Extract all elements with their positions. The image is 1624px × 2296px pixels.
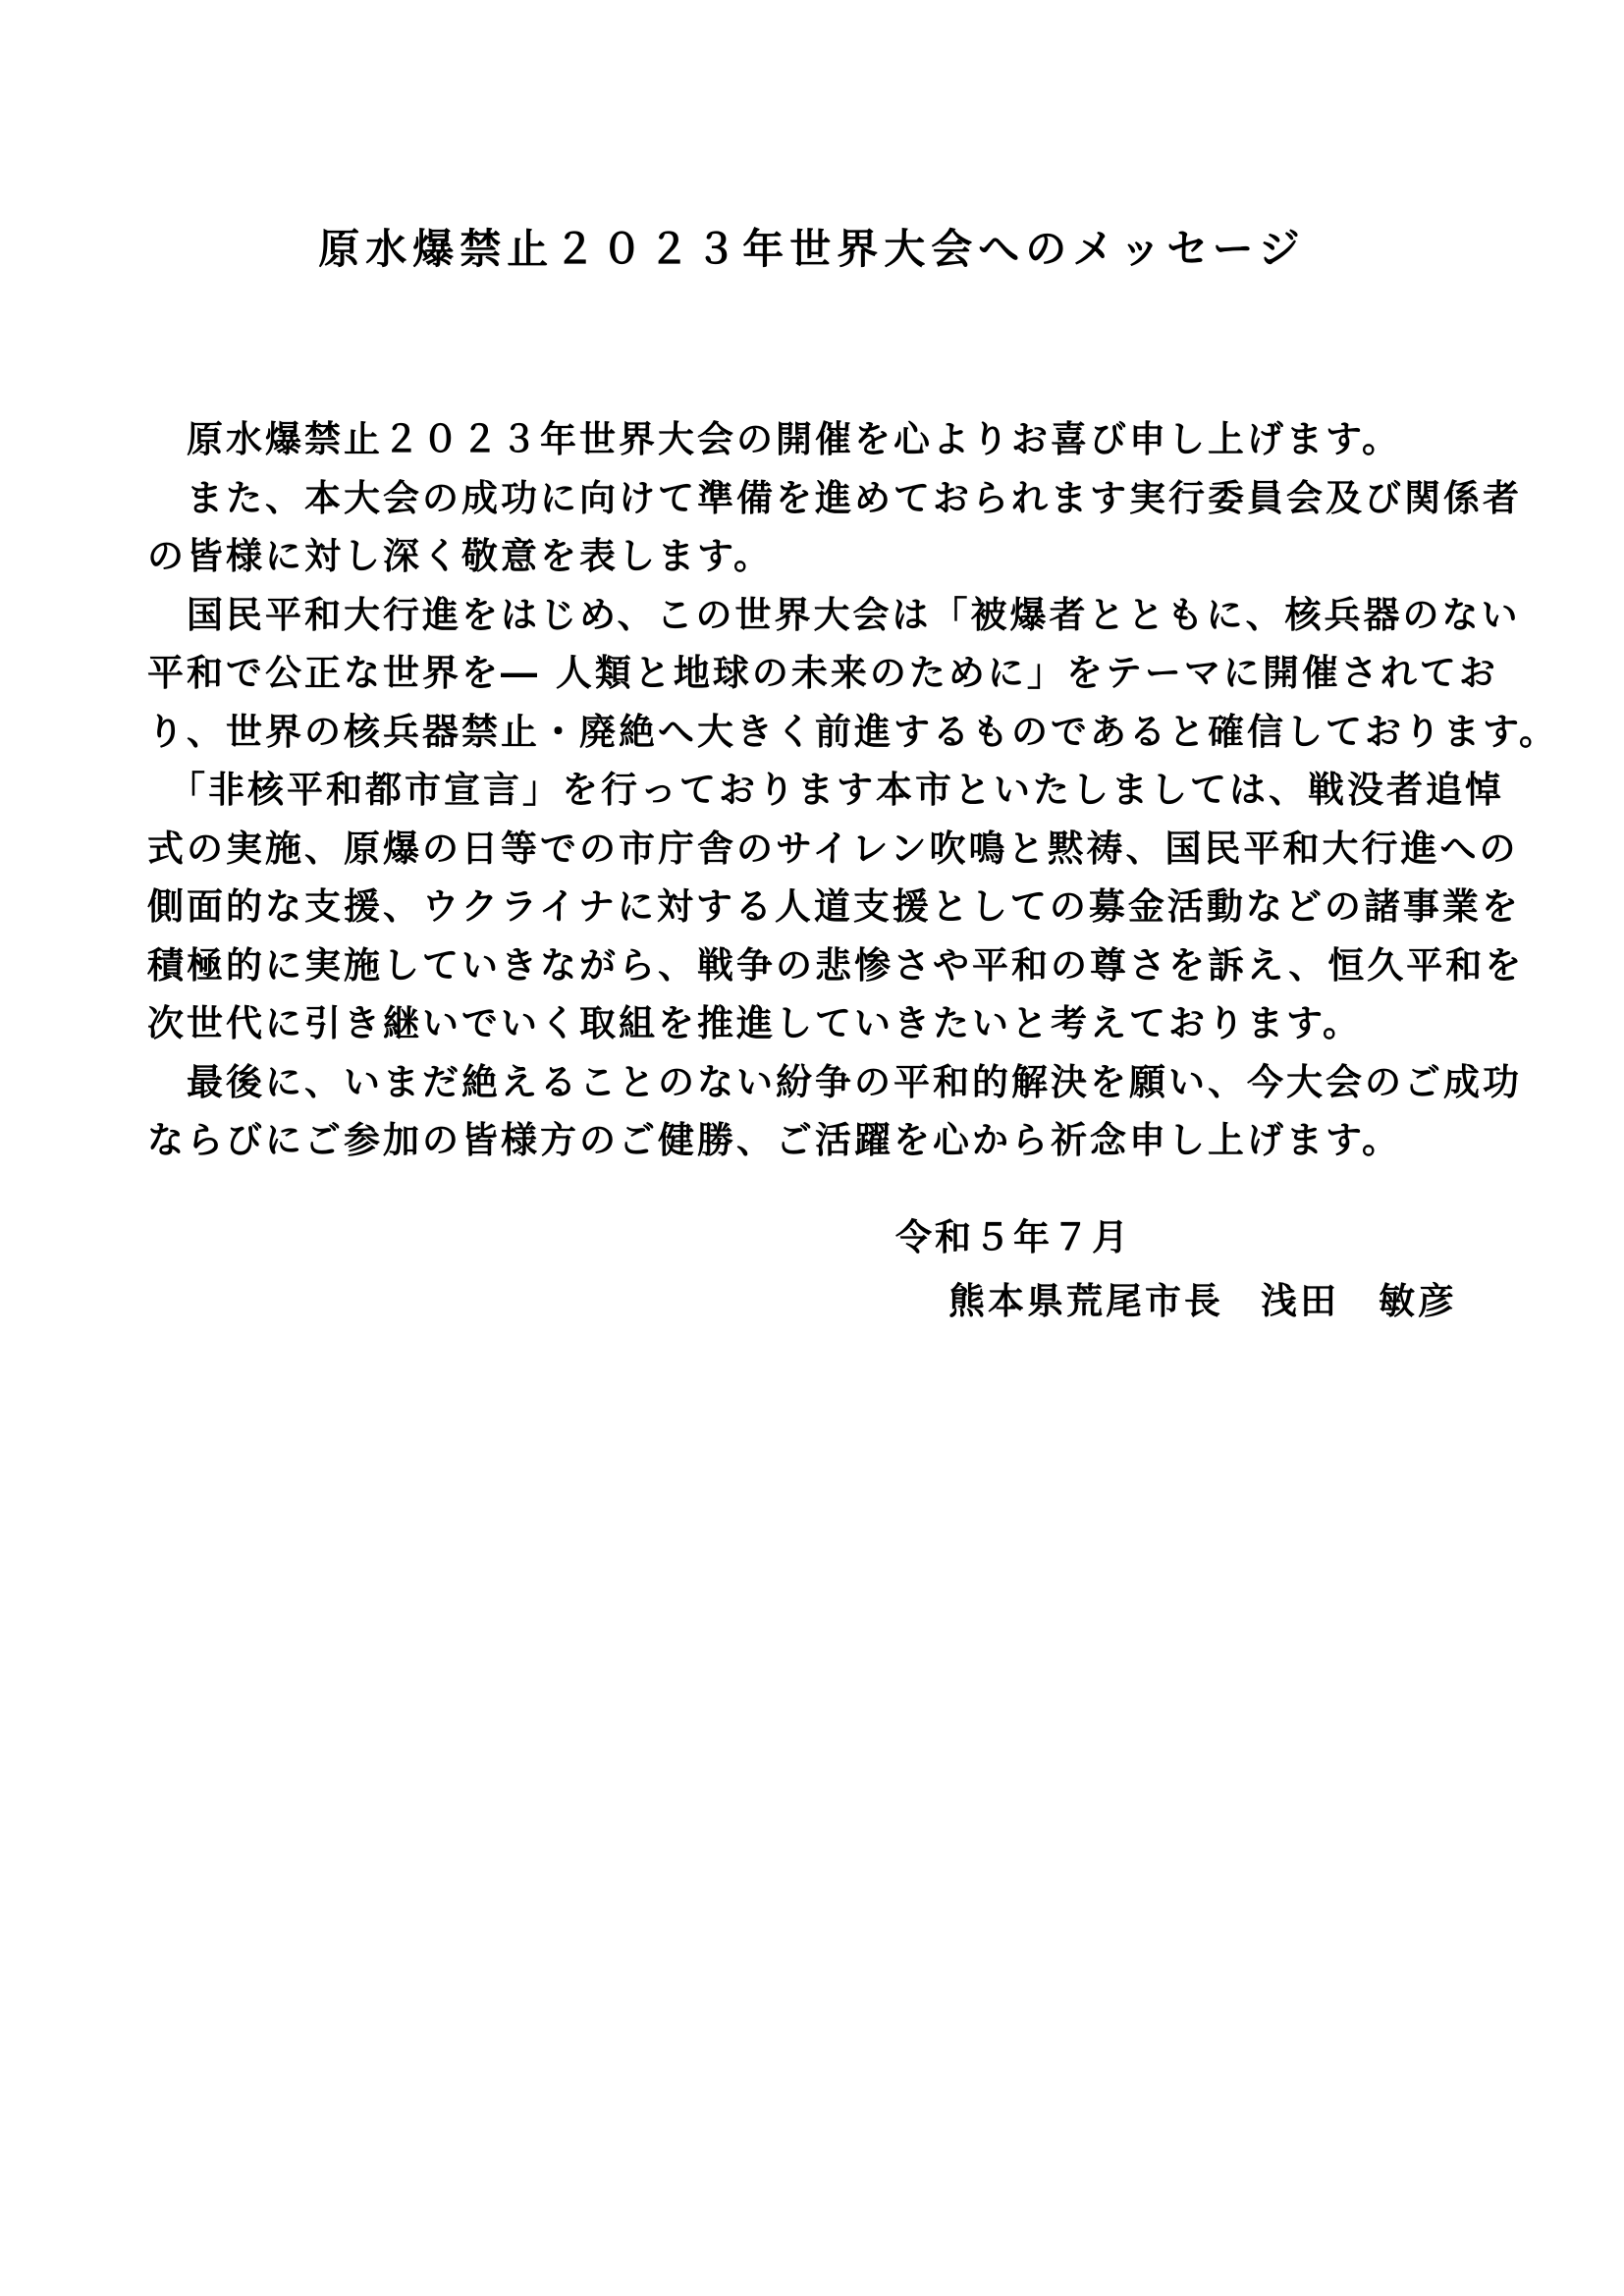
body-line-9: 側面的な支援、ウクライナに対する人道支援としての募金活動などの諸事業を: [147, 884, 1521, 928]
signer-title: 熊本県荒尾市長: [948, 1279, 1223, 1322]
document-title: 原水爆禁止２０２３年世界大会へのメッセージ: [318, 225, 1306, 273]
body-line-12: 最後に、いまだ絶えることのない紛争の平和的解決を願い、今大会のご成功: [187, 1059, 1522, 1103]
body-line-11: 次世代に引き継いでいく取組を推進していきたいと考えております。: [147, 1001, 1363, 1044]
message-body: [147, 410, 1559, 1170]
body-line-4: 国民平和大行進をはじめ、この世界大会は「被爆者とともに、核兵器のない: [187, 592, 1521, 636]
body-line-2: また、本大会の成功に向けて準備を進めておられます実行委員会及び関係者: [187, 475, 1522, 519]
body-line-13: ならびにご参加の皆様方のご健勝、ご活躍を心から祈念申し上げます。: [147, 1118, 1402, 1161]
body-line-7: 「非核平和都市宣言」を行っております本市といたしましては、戦没者追悼: [169, 768, 1504, 811]
body-line-1: 原水爆禁止２０２３年世界大会の開催を心よりお喜び申し上げます。: [187, 417, 1402, 460]
body-line-6: り、世界の核兵器禁止・廃絶へ大きく前進するものであると確信しております。: [147, 709, 1559, 753]
signature-block: [948, 1273, 1457, 1328]
signer-name: 浅田 敏彦: [1261, 1279, 1457, 1322]
document-date: 令和５年７月: [895, 1215, 1131, 1258]
body-line-3: の皆様に対し深く敬意を表します。: [147, 534, 774, 577]
body-line-10: 積極的に実施していきながら、戦争の悲惨さや平和の尊さを訴え、恒久平和を: [147, 942, 1525, 987]
body-line-5: 平和で公正な世界を― 人類と地球の未来のために」をテーマに開催されてお: [147, 651, 1498, 694]
body-line-8: 式の実施、原爆の日等での市庁舎のサイレン吹鳴と黙祷、国民平和大行進への: [147, 826, 1519, 870]
